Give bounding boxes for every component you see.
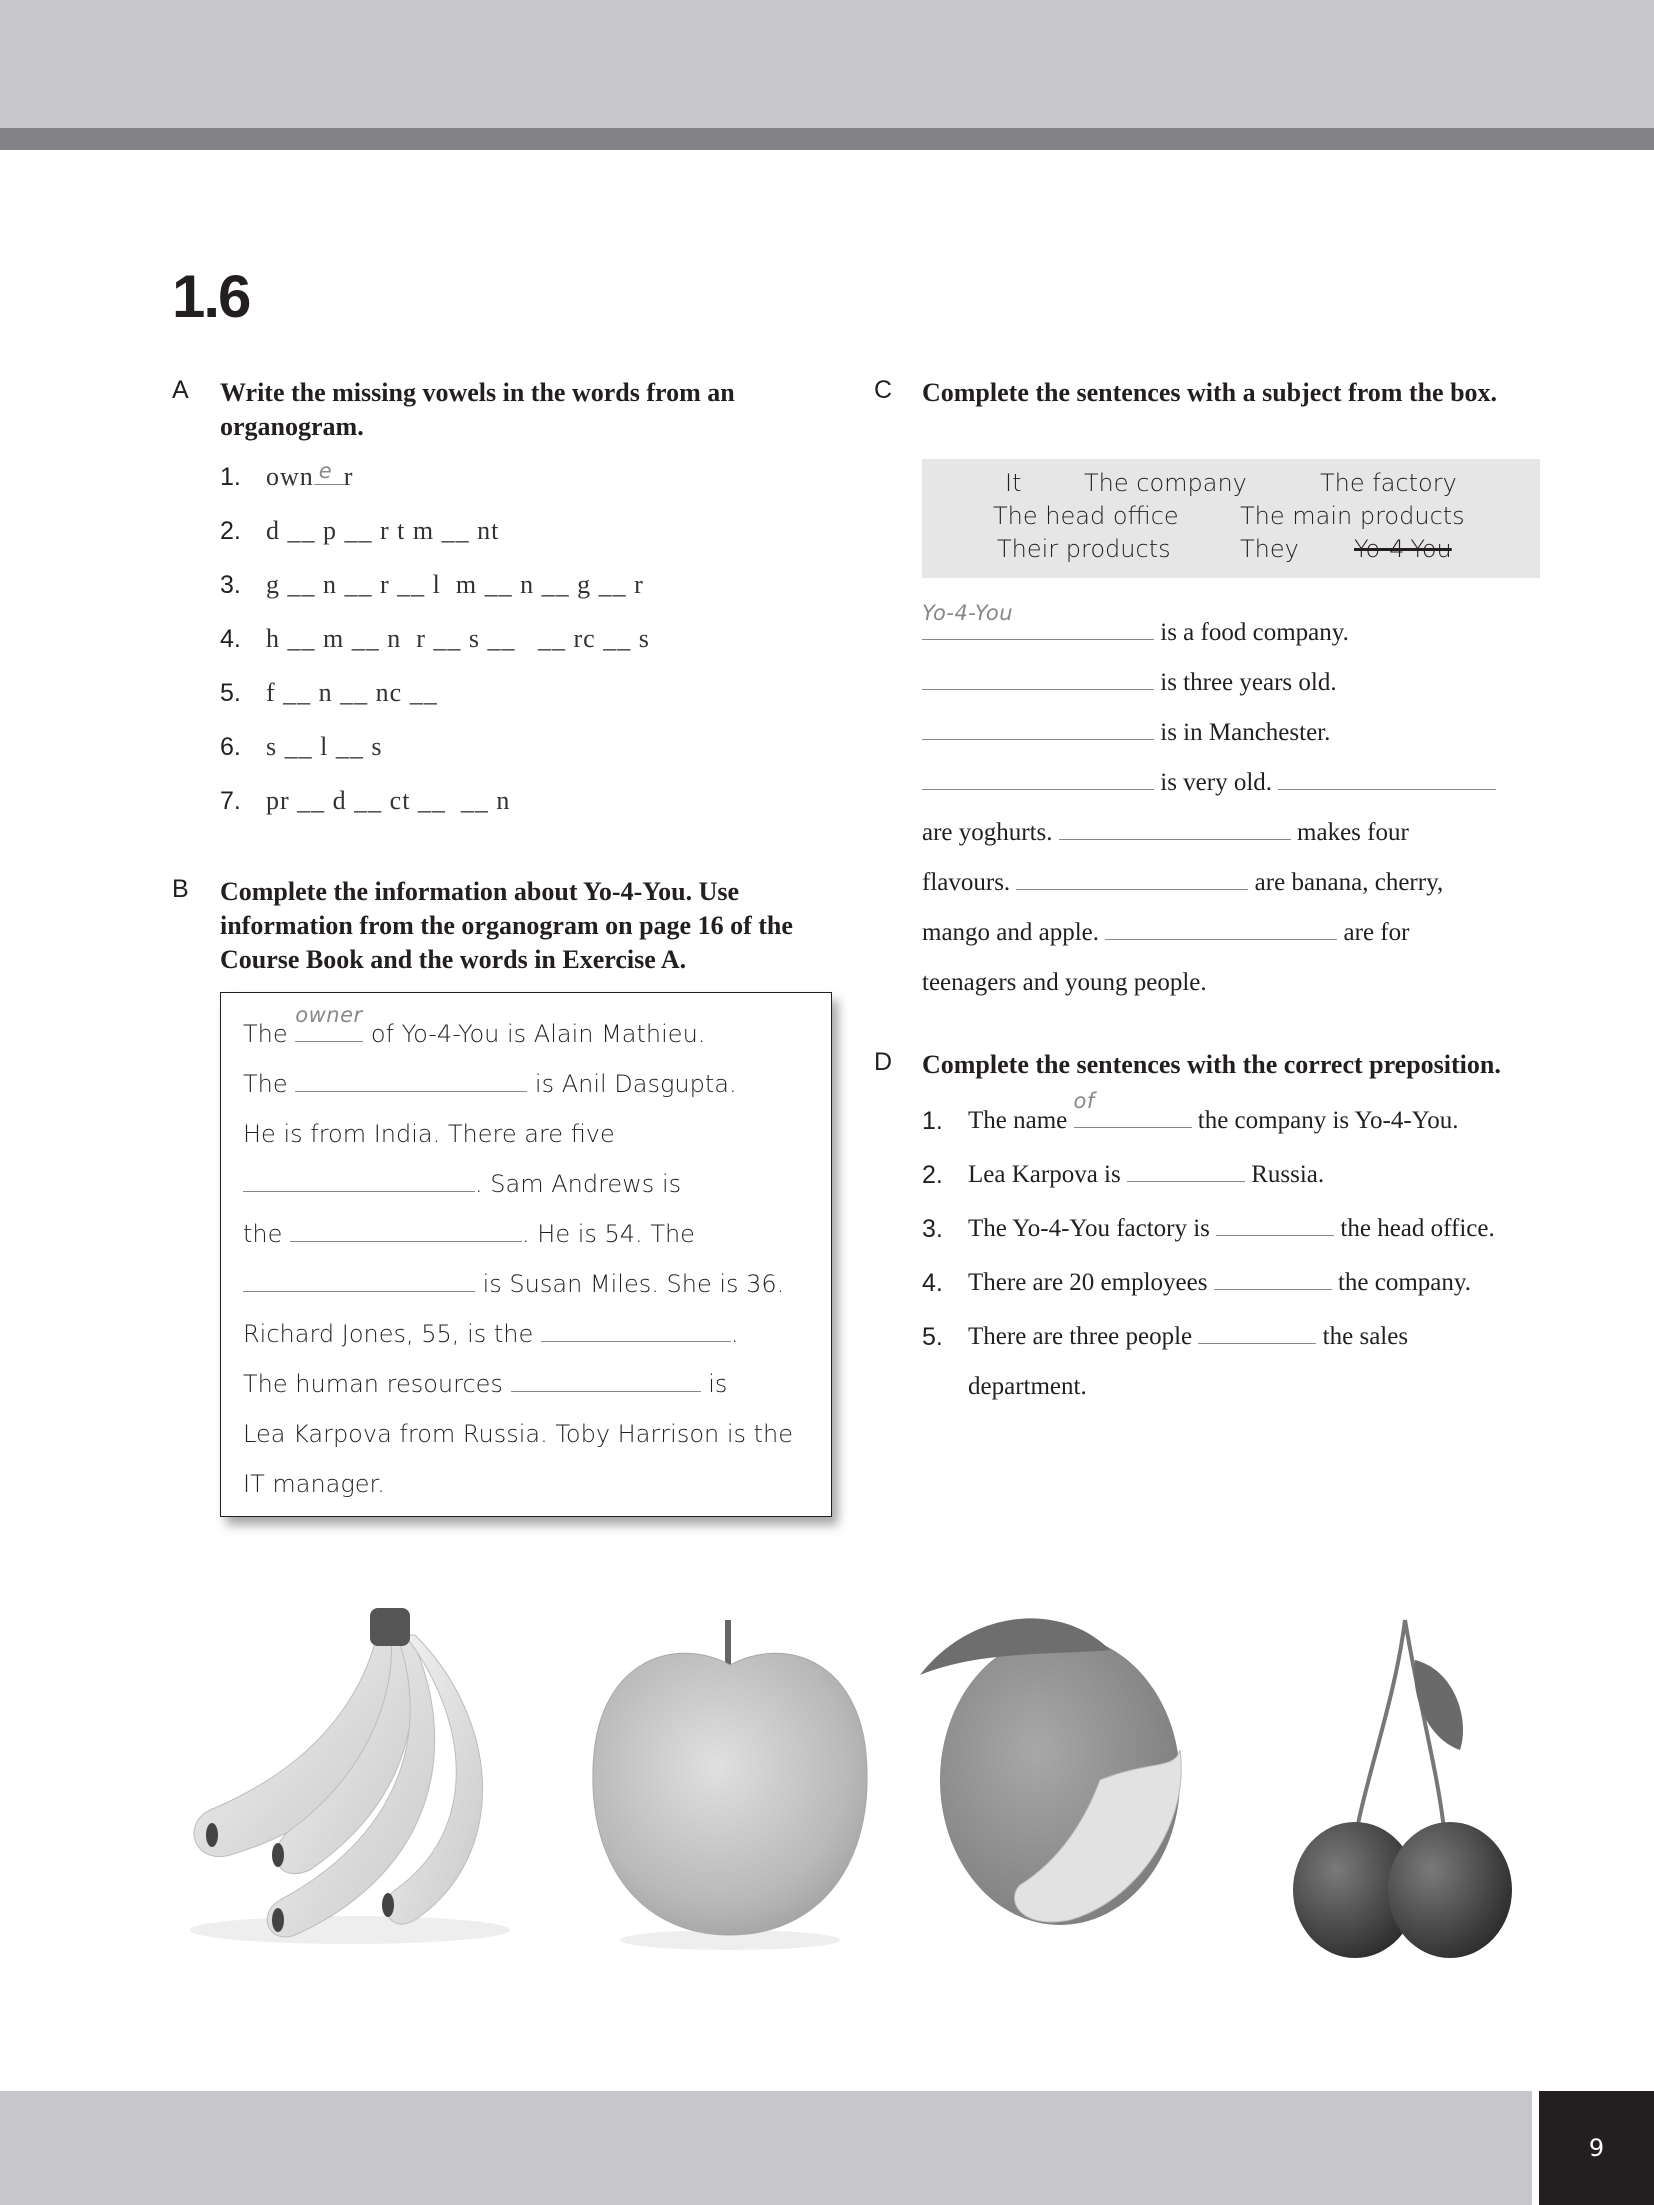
list-item <box>220 516 822 570</box>
list-item <box>220 786 822 840</box>
answer-blank[interactable] <box>1016 866 1248 890</box>
info-line: He is from India. There are five <box>243 1120 615 1148</box>
item-number: 4. <box>922 1269 943 1297</box>
list-item <box>220 624 822 678</box>
handwritten-answer: e <box>318 459 333 483</box>
fruit-images <box>170 1600 1550 1960</box>
sentence-line: flavours. are banana, cherry, <box>922 858 1542 908</box>
answer-blank[interactable] <box>295 1068 527 1092</box>
list-item <box>220 678 822 732</box>
section-letter: A <box>172 376 189 404</box>
list-item <box>220 732 822 786</box>
gap-word[interactable]: s __ l __ s <box>266 732 383 761</box>
item-number: 1. <box>922 1107 943 1135</box>
sentence-line: is very old. <box>922 758 1542 808</box>
item-number: 5. <box>220 679 241 707</box>
sentence-line: Yo-4-You is a food company. <box>922 608 1542 658</box>
page-number: 9 <box>1588 2134 1605 2162</box>
answer-blank[interactable] <box>1216 1212 1334 1236</box>
item-number: 2. <box>220 517 241 545</box>
mango-image <box>910 1600 1240 1960</box>
list-item: 5. There are three people the sales department. <box>922 1312 1534 1412</box>
info-line: the . He is 54. The <box>243 1220 695 1248</box>
info-line: is Susan Miles. She is 36. <box>243 1259 809 1309</box>
item-number: 3. <box>220 571 241 599</box>
answer-blank[interactable] <box>922 716 1154 740</box>
answer-blank[interactable] <box>1073 1089 1192 1128</box>
vowel-list <box>220 459 822 840</box>
preposition-list <box>922 1089 1534 1412</box>
gap-word[interactable]: g __ n __ r __ l m __ n __ g __ r <box>266 570 644 599</box>
section-heading: Write the missing vowels in the words from an organogram. <box>220 378 735 441</box>
answer-blank[interactable] <box>243 1268 475 1292</box>
item-number: 4. <box>220 625 241 653</box>
sentence-line: are yoghurts. makes four <box>922 808 1542 858</box>
answer-blank[interactable] <box>1278 766 1496 790</box>
word-option: It <box>1005 469 1022 497</box>
gap-word[interactable]: pr __ d __ ct __ __ n <box>266 786 511 815</box>
struck-word-option: Yo-4-You <box>1354 535 1452 563</box>
answer-blank[interactable] <box>922 766 1154 790</box>
list-item <box>220 570 822 624</box>
sentence-line: is in Manchester. <box>922 708 1542 758</box>
info-line: The is Anil Dasgupta. <box>243 1070 737 1098</box>
section-d <box>874 1048 1534 1416</box>
section-b <box>172 875 832 1498</box>
answer-blank[interactable] <box>243 1168 475 1192</box>
info-line: . Sam Andrews is <box>243 1159 809 1209</box>
info-line: IT manager. <box>243 1470 385 1498</box>
answer-blank[interactable] <box>1214 1266 1332 1290</box>
item-number: 5. <box>922 1323 943 1351</box>
page-number-box <box>1539 2091 1654 2205</box>
handwritten-answer: owner <box>295 1003 363 1027</box>
answer-blank[interactable] <box>295 1003 363 1042</box>
word-option: Their products <box>997 535 1171 563</box>
info-line: Richard Jones, 55, is the . <box>243 1320 739 1348</box>
answer-blank[interactable] <box>1059 816 1291 840</box>
word-option: The main products <box>1240 502 1465 530</box>
section-heading: Complete the sentences with the correct preposition. <box>922 1050 1501 1079</box>
gap-word[interactable]: h __ m __ n r __ s __ __ rc __ s <box>266 624 650 653</box>
answer-blank[interactable] <box>922 601 1154 640</box>
list-item: 2. Lea Karpova is Russia. <box>922 1150 1534 1200</box>
answer-blank[interactable] <box>1198 1320 1316 1344</box>
section-letter: D <box>874 1048 893 1076</box>
info-text-box <box>220 992 832 1517</box>
sentence-line: teenagers and young people. <box>922 969 1207 996</box>
section-heading: Complete the sentences with a subject from the box. <box>922 378 1498 407</box>
word-option: The company <box>1084 469 1247 497</box>
item-number: 3. <box>922 1215 943 1243</box>
handwritten-answer: Yo-4-You <box>922 601 1014 625</box>
word-option: The factory <box>1320 469 1457 497</box>
answer-blank[interactable] <box>541 1318 731 1342</box>
section-letter: C <box>874 376 893 404</box>
info-line: The owner of Yo-4-You is Alain Mathieu. <box>243 1009 809 1059</box>
banana-image <box>170 1600 570 1960</box>
header-band <box>0 0 1654 128</box>
apple-image <box>585 1600 875 1960</box>
sentence-line: mango and apple. are for <box>922 908 1542 958</box>
item-number: 6. <box>220 733 241 761</box>
item-number: 2. <box>922 1161 943 1189</box>
word-with-answer[interactable]: own e r <box>266 459 354 491</box>
sentence-line: is three years old. <box>922 658 1542 708</box>
answer-blank[interactable] <box>511 1368 701 1392</box>
section-a <box>172 376 822 840</box>
handwritten-answer: of <box>1073 1089 1095 1113</box>
list-item: 4. There are 20 employees the company. <box>922 1258 1534 1308</box>
cherry-image <box>1270 1600 1550 1960</box>
footer-band <box>0 2091 1532 2205</box>
section-heading: Complete the information about Yo-4-You. Use information from the organogram on page 16 of the Course Book and the words in Exercise A. <box>220 877 793 974</box>
item-number: 7. <box>220 787 241 815</box>
word-option: They <box>1240 535 1299 563</box>
answer-blank[interactable] <box>1105 916 1337 940</box>
gap-word[interactable]: d __ p __ r t m __ nt <box>266 516 500 545</box>
unit-title: 1.6 <box>172 263 250 330</box>
gap-word[interactable]: f __ n __ nc __ <box>266 678 438 707</box>
subject-sentences <box>922 601 1542 1008</box>
word-option: The head office <box>993 502 1179 530</box>
header-stripe <box>0 128 1654 150</box>
info-line: The human resources is <box>243 1370 728 1398</box>
list-item: 1. The name of the company is Yo-4-You. <box>922 1096 1534 1146</box>
list-item: 3. The Yo-4-You factory is the head office. <box>922 1204 1534 1254</box>
answer-blank[interactable] <box>922 666 1154 690</box>
answer-blank[interactable] <box>290 1218 522 1242</box>
list-item <box>220 459 822 516</box>
section-letter: B <box>172 875 189 903</box>
section-c <box>874 376 1534 996</box>
item-number: 1. <box>220 463 241 491</box>
answer-blank[interactable] <box>1127 1158 1245 1182</box>
info-line: Lea Karpova from Russia. Toby Harrison is the <box>243 1420 794 1448</box>
subject-word-box <box>922 459 1540 578</box>
